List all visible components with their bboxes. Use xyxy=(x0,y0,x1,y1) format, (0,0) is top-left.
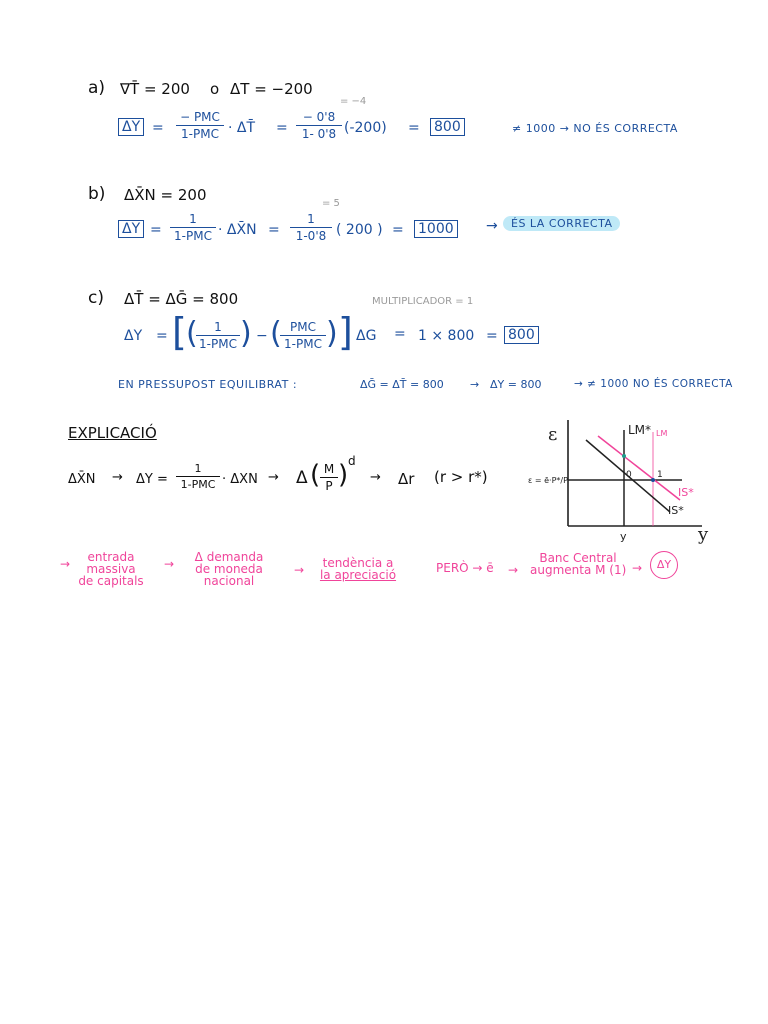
chain-arrow-5: → xyxy=(508,563,519,577)
chain-step-4: PERÒ → ē xyxy=(436,561,494,575)
part-c-paren1-open: ( xyxy=(186,316,198,351)
part-b-mult-term: · ΔX̄N xyxy=(218,222,257,238)
part-a-frac1 xyxy=(176,110,224,141)
part-c-frac2 xyxy=(280,320,326,351)
part-c-frac1-den: 1-PMC xyxy=(199,337,237,351)
part-c-frac1-num: 1 xyxy=(196,320,240,336)
part-a-separator: o xyxy=(210,80,220,98)
explanation-t4: Δr xyxy=(398,470,415,488)
part-c-eq3: = xyxy=(486,328,498,344)
explanation-frac-num: 1 xyxy=(176,462,220,477)
part-c-paren2-open: ( xyxy=(270,316,282,351)
part-a-result: 800 xyxy=(430,118,465,136)
chain-arrow-1: → xyxy=(60,557,71,571)
part-c-note-conclusion: → ≠ 1000 NO ÉS CORRECTA xyxy=(574,378,733,390)
part-c-bracket-close: ] xyxy=(338,310,353,354)
explanation-t2: ΔY = xyxy=(136,472,168,487)
part-a-frac2-num: − 0'8 xyxy=(296,110,342,126)
part-c-label: c) xyxy=(88,288,104,308)
part-c-eq2: = xyxy=(394,326,406,342)
chain-step-5-line1: Banc Central xyxy=(539,551,617,565)
part-b-given: ΔX̄N = 200 xyxy=(124,186,207,204)
graph-point-1: 1 xyxy=(657,470,663,480)
part-a-lhs: ΔY xyxy=(118,118,144,136)
explanation-paren-close: ) xyxy=(338,460,349,490)
chain-step-3 xyxy=(316,557,400,581)
explanation-m: M xyxy=(320,462,338,478)
part-a-frac2-den: 1- 0'8 xyxy=(301,127,337,141)
chain-step-2 xyxy=(186,551,272,587)
islm-graph xyxy=(520,408,720,548)
part-c-result: 800 xyxy=(504,326,539,344)
graph-eq-label: ε = ē·P*/P xyxy=(528,476,568,485)
part-c-frac1 xyxy=(196,320,240,351)
part-c-note-eq1: ΔḠ = ΔT̄ = 800 xyxy=(360,378,444,391)
part-b-frac1-den: 1-PMC xyxy=(174,229,212,243)
part-c-frac2-den: 1-PMC xyxy=(284,337,322,351)
part-a-label: a) xyxy=(88,78,106,98)
part-b-conclusion: ÉS LA CORRECTA xyxy=(503,216,620,231)
chain-step-1-line1: entrada xyxy=(87,550,135,564)
explanation-frac xyxy=(176,462,220,491)
chain-step-3-line1: tendència a xyxy=(322,556,394,570)
part-a-eq2: = xyxy=(276,120,288,136)
chain-step-5-line2: augmenta M (1) xyxy=(530,563,627,577)
explanation-frac-den: 1-PMC xyxy=(180,478,216,491)
part-c-mult-term: ΔG xyxy=(356,328,377,344)
part-a-frac2 xyxy=(296,110,342,141)
explanation-delta: Δ xyxy=(296,468,308,488)
part-a-mult-term: · ΔT̄ xyxy=(228,120,256,136)
explanation-arrow1: → xyxy=(112,470,123,485)
graph-lm-star-label: LM* xyxy=(628,423,652,437)
part-c-paren2-close: ) xyxy=(326,316,338,351)
explanation-arrow3: → xyxy=(370,470,381,485)
explanation-t1: ΔX̄N xyxy=(68,472,96,487)
graph-y-tick: y xyxy=(620,530,627,543)
explanation-t5: (r > r*) xyxy=(434,468,488,486)
part-c-eq1: = xyxy=(156,328,168,344)
part-c-bracket-open: [ xyxy=(172,310,187,354)
graph-is-new-label: IS* xyxy=(678,486,694,499)
part-b-annotation: = 5 xyxy=(322,198,340,209)
part-b-result: 1000 xyxy=(414,220,458,238)
chain-result-circled: ΔY xyxy=(650,551,678,579)
chain-step-1 xyxy=(74,551,148,587)
part-b-eq1: = xyxy=(150,222,162,238)
part-a-eq1: = xyxy=(152,120,164,136)
part-a-frac1-num: − PMC xyxy=(176,110,224,126)
graph-point-0: 0 xyxy=(626,470,632,480)
part-b-label: b) xyxy=(88,184,106,204)
explanation-arrow2: → xyxy=(268,470,279,485)
graph-y-axis-label: ε xyxy=(548,424,558,445)
explanation-paren-open: ( xyxy=(310,460,321,490)
part-c-note-eq2: ΔY = 800 xyxy=(490,378,542,391)
graph-point-mark-right xyxy=(651,478,655,482)
graph-lm-new-label: LM xyxy=(656,429,668,438)
chain-arrow-3: → xyxy=(294,563,305,577)
part-a-conclusion: ≠ 1000 → NO ÉS CORRECTA xyxy=(512,122,678,135)
part-c-note-text: EN PRESSUPOST EQUILIBRAT : xyxy=(118,378,298,391)
chain-step-2-line3: nacional xyxy=(203,574,255,588)
part-b-eq2: = xyxy=(268,222,280,238)
part-c-minus: − xyxy=(256,328,268,344)
explanation-m-over-p xyxy=(320,462,338,493)
part-c-frac2-num: PMC xyxy=(280,320,326,336)
part-c-lhs: ΔY xyxy=(124,328,143,344)
part-c-given: ΔT̄ = ΔḠ = 800 xyxy=(124,290,239,308)
explanation-heading: EXPLICACIÓ xyxy=(68,424,157,442)
part-a-given1: ∇T̄ = 200 xyxy=(120,80,190,98)
explanation-superscript: d xyxy=(348,454,356,468)
part-b-arrow: → xyxy=(486,218,498,234)
graph-x-axis-label: y xyxy=(698,524,709,545)
part-a-paren: (-200) xyxy=(344,120,387,136)
chain-step-5 xyxy=(530,552,626,576)
chain-step-3-line2: la apreciació xyxy=(319,568,397,582)
part-c-note-arrow1: → xyxy=(470,378,480,391)
part-b-eq3: = xyxy=(392,222,404,238)
part-c-multiplier-note: MULTIPLICADOR = 1 xyxy=(372,296,474,307)
chain-step-1-line3: de capitals xyxy=(78,574,144,588)
part-a-annotation: = −4 xyxy=(340,96,367,107)
explanation-t3: · ΔXN xyxy=(222,472,258,487)
part-b-frac2-num: 1 xyxy=(290,212,332,228)
graph-point-mark-top xyxy=(622,454,626,458)
part-a-frac1-den: 1-PMC xyxy=(181,127,219,141)
part-b-lhs: ΔY xyxy=(118,220,144,238)
part-a-eq3: = xyxy=(408,120,420,136)
graph-is-new-line xyxy=(598,436,680,500)
part-b-frac1-num: 1 xyxy=(170,212,216,228)
part-b-frac1 xyxy=(170,212,216,243)
part-c-paren1-close: ) xyxy=(240,316,252,351)
chain-arrow-6: → xyxy=(632,561,643,575)
explanation-p: P xyxy=(325,479,333,493)
chain-step-2-line1: Δ demanda xyxy=(194,550,264,564)
chain-step-2-line2: de moneda xyxy=(195,562,263,576)
chain-step-1-line2: massiva xyxy=(86,562,136,576)
chain-arrow-2: → xyxy=(164,557,175,571)
part-a-given2: ΔT = −200 xyxy=(230,80,313,98)
part-b-frac2 xyxy=(290,212,332,243)
part-c-product: 1 × 800 xyxy=(418,328,475,344)
part-b-frac2-den: 1-0'8 xyxy=(295,229,327,243)
graph-is-star-label: IS* xyxy=(668,504,684,517)
part-b-paren: ( 200 ) xyxy=(336,222,383,238)
